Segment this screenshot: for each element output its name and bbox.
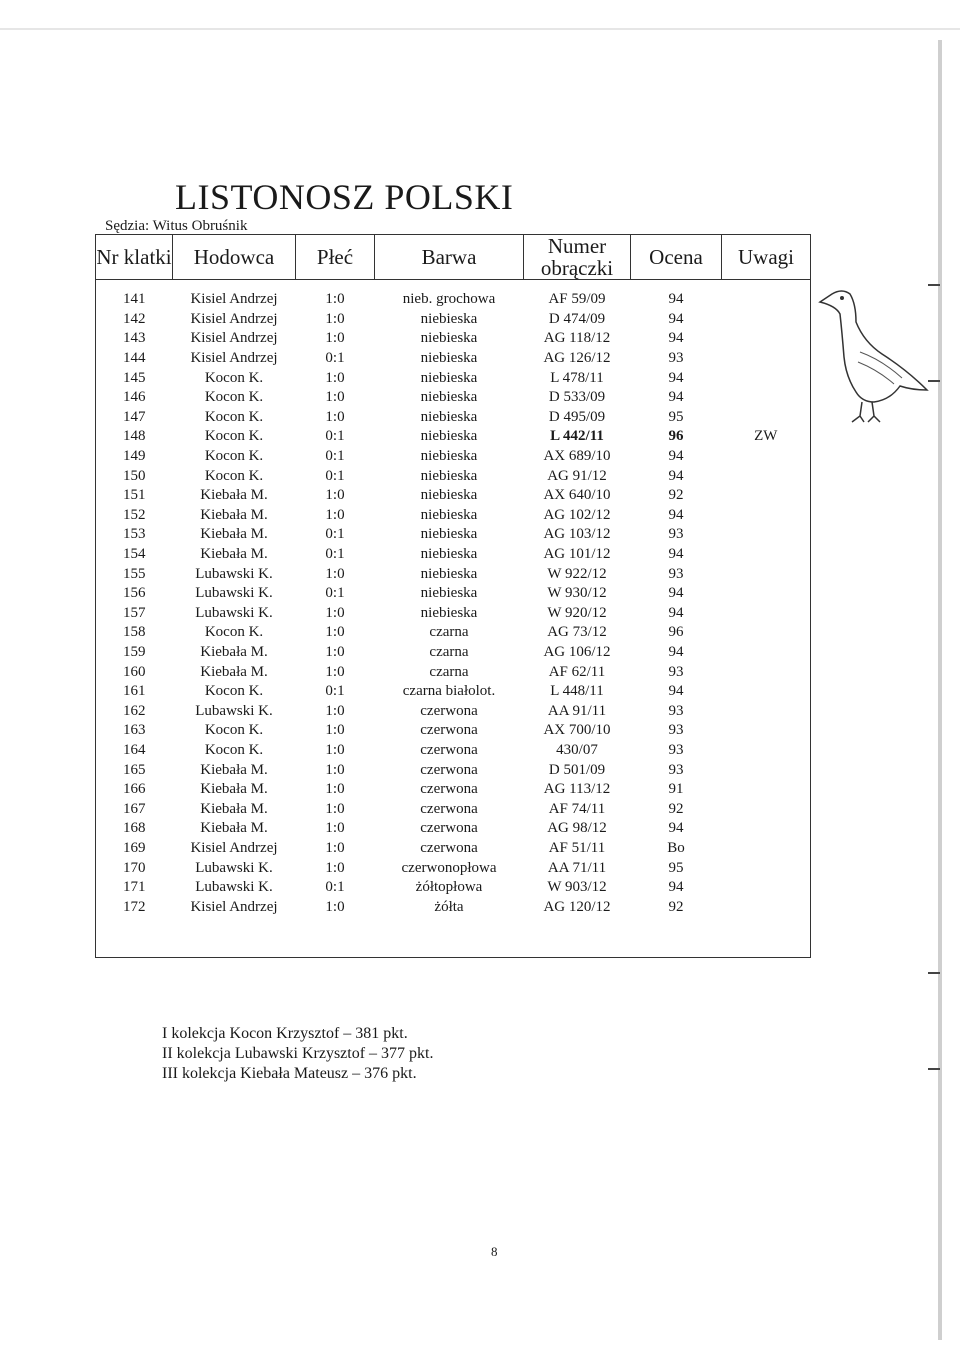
cell-ocena: 93 xyxy=(668,350,684,367)
cell-numer: D 495/09 xyxy=(548,408,606,425)
cell-uwagi xyxy=(722,486,811,506)
cell-hodowca: Kisiel Andrzej xyxy=(190,898,278,915)
cell-ocena: 94 xyxy=(668,546,684,563)
cell-ocena: 93 xyxy=(668,565,684,582)
cell-numer: AG 91/12 xyxy=(547,467,607,484)
cell-barwa: niebieska xyxy=(420,310,478,327)
cell-numer: D 474/09 xyxy=(548,310,606,327)
cell-ocena: 95 xyxy=(668,859,684,876)
collection-item: III kolekcja Kiebała Mateusz – 376 pkt. xyxy=(162,1065,417,1082)
cell-ocena: 93 xyxy=(668,702,684,719)
cell-uwagi xyxy=(722,408,811,428)
cell-plec: 1:0 xyxy=(325,722,345,739)
cell-barwa: czerwona xyxy=(420,761,478,778)
cell-plec: 1:0 xyxy=(325,408,345,425)
cell-plec: 1:0 xyxy=(325,800,345,817)
cell-hodowca: Kisiel Andrzej xyxy=(190,291,278,308)
cell-uwagi xyxy=(722,466,811,486)
table-row xyxy=(96,760,811,780)
table-header-row xyxy=(96,235,811,280)
cell-hodowca: Kocon K. xyxy=(204,467,264,484)
cell-nr: 158 xyxy=(123,624,146,641)
cell-nr: 155 xyxy=(123,565,146,582)
cell-numer: AX 689/10 xyxy=(543,448,611,465)
cell-barwa: niebieska xyxy=(420,506,478,523)
cell-uwagi xyxy=(722,839,811,859)
cell-numer: L 448/11 xyxy=(550,683,604,700)
table-row xyxy=(96,349,811,369)
cell-plec: 0:1 xyxy=(325,448,345,465)
cell-uwagi xyxy=(722,643,811,663)
cell-ocena: 93 xyxy=(668,722,684,739)
cell-nr: 153 xyxy=(123,526,146,543)
header-uwagi: Uwagi xyxy=(722,235,811,280)
cell-barwa: czarna xyxy=(429,624,469,641)
table-row xyxy=(96,623,811,643)
cell-ocena: 94 xyxy=(668,585,684,602)
cell-nr: 150 xyxy=(123,467,146,484)
page-title: LISTONOSZ POLSKI xyxy=(175,177,514,217)
cell-hodowca: Lubawski K. xyxy=(195,604,273,621)
cell-barwa: czerwona xyxy=(420,839,478,856)
cell-plec: 1:0 xyxy=(325,487,345,504)
cell-ocena: 94 xyxy=(668,330,684,347)
cell-numer: AG 101/12 xyxy=(543,546,611,563)
cell-numer: AX 640/10 xyxy=(543,487,611,504)
page-border-top xyxy=(0,28,960,30)
cell-hodowca: Kiebała M. xyxy=(200,820,268,837)
cell-uwagi xyxy=(722,368,811,388)
table-row xyxy=(96,329,811,349)
cell-nr: 166 xyxy=(123,781,146,798)
cell-plec: 1:0 xyxy=(325,291,345,308)
cell-plec: 1:0 xyxy=(325,330,345,347)
cell-numer: W 922/12 xyxy=(547,565,607,582)
cell-plec: 1:0 xyxy=(325,604,345,621)
cell-hodowca: Kiebała M. xyxy=(200,643,268,660)
edge-mark xyxy=(928,972,940,974)
cell-hodowca: Kiebała M. xyxy=(200,800,268,817)
table-row xyxy=(96,447,811,467)
cell-uwagi: ZW xyxy=(754,428,778,445)
cell-barwa: czerwona xyxy=(420,722,478,739)
cell-plec: 0:1 xyxy=(325,879,345,896)
cell-barwa: czarna xyxy=(429,643,469,660)
cell-uwagi xyxy=(722,780,811,800)
table-row xyxy=(96,721,811,741)
cell-hodowca: Kocon K. xyxy=(204,741,264,758)
cell-hodowca: Kiebała M. xyxy=(200,546,268,563)
cell-numer: D 501/09 xyxy=(548,761,606,778)
cell-hodowca: Kocon K. xyxy=(204,389,264,406)
cell-plec: 1:0 xyxy=(325,369,345,386)
cell-barwa: niebieska xyxy=(420,487,478,504)
cell-nr: 160 xyxy=(123,663,146,680)
cell-hodowca: Lubawski K. xyxy=(195,702,273,719)
table-row xyxy=(96,604,811,624)
cell-hodowca: Lubawski K. xyxy=(195,565,273,582)
cell-numer: AG 98/12 xyxy=(547,820,607,837)
cell-numer: W 903/12 xyxy=(547,879,607,896)
collection-item: I kolekcja Kocon Krzysztof – 381 pkt. xyxy=(162,1025,408,1042)
cell-nr: 156 xyxy=(123,585,146,602)
cell-barwa: czerwona xyxy=(420,781,478,798)
cell-numer: AF 62/11 xyxy=(548,663,606,680)
cell-barwa: niebieska xyxy=(420,604,478,621)
cell-uwagi xyxy=(722,662,811,682)
cell-nr: 146 xyxy=(123,389,146,406)
cell-hodowca: Kiebała M. xyxy=(200,663,268,680)
spacer-row xyxy=(96,280,811,291)
cell-barwa: niebieska xyxy=(420,467,478,484)
cell-numer: AG 120/12 xyxy=(543,898,611,915)
cell-barwa: żółtopłowa xyxy=(415,879,483,896)
cell-barwa: czerwona xyxy=(420,820,478,837)
cell-nr: 151 xyxy=(123,487,146,504)
cell-uwagi xyxy=(722,878,811,898)
cell-ocena: 95 xyxy=(668,408,684,425)
cell-hodowca: Kiebała M. xyxy=(200,506,268,523)
header-numer: Numer obrączki xyxy=(524,235,631,280)
cell-uwagi xyxy=(722,584,811,604)
cell-nr: 171 xyxy=(123,879,146,896)
cell-ocena: 94 xyxy=(668,389,684,406)
cell-ocena: 94 xyxy=(668,369,684,386)
collections-list xyxy=(162,1024,433,1084)
cell-ocena: 94 xyxy=(668,604,684,621)
cell-ocena: 94 xyxy=(668,291,684,308)
cell-barwa: niebieska xyxy=(420,585,478,602)
cell-uwagi xyxy=(722,819,811,839)
cell-barwa: nieb. grochowa xyxy=(402,291,496,308)
cell-nr: 145 xyxy=(123,369,146,386)
table-row xyxy=(96,780,811,800)
cell-nr: 149 xyxy=(123,448,146,465)
table-row xyxy=(96,486,811,506)
cell-numer: AA 71/11 xyxy=(547,859,607,876)
cell-plec: 0:1 xyxy=(325,467,345,484)
table-row xyxy=(96,839,811,859)
table-row xyxy=(96,368,811,388)
cell-ocena: 94 xyxy=(668,448,684,465)
cell-uwagi xyxy=(722,799,811,819)
edge-mark xyxy=(928,1068,940,1070)
cell-numer: AG 73/12 xyxy=(547,624,607,641)
cell-barwa: czerwona xyxy=(420,741,478,758)
cell-numer: AA 91/11 xyxy=(547,702,607,719)
cell-nr: 148 xyxy=(123,428,146,445)
table-row xyxy=(96,858,811,878)
cell-plec: 1:0 xyxy=(325,741,345,758)
cell-uwagi xyxy=(722,858,811,878)
cell-nr: 161 xyxy=(123,683,146,700)
table-row xyxy=(96,682,811,702)
cell-ocena: 92 xyxy=(668,898,684,915)
cell-nr: 164 xyxy=(123,741,146,758)
cell-ocena: 96 xyxy=(668,428,684,445)
cell-barwa: niebieska xyxy=(420,565,478,582)
cell-hodowca: Kocon K. xyxy=(204,428,264,445)
cell-hodowca: Lubawski K. xyxy=(195,879,273,896)
cell-numer: AG 103/12 xyxy=(543,526,611,543)
cell-nr: 167 xyxy=(123,800,146,817)
cell-barwa: niebieska xyxy=(420,546,478,563)
cell-uwagi xyxy=(722,545,811,565)
cell-plec: 1:0 xyxy=(325,663,345,680)
cell-nr: 144 xyxy=(123,350,146,367)
cell-hodowca: Kisiel Andrzej xyxy=(190,330,278,347)
table-row xyxy=(96,427,811,447)
cell-numer: W 920/12 xyxy=(547,604,607,621)
cell-ocena: 93 xyxy=(668,663,684,680)
cell-uwagi xyxy=(722,447,811,467)
table-row xyxy=(96,388,811,408)
cell-numer: L 478/11 xyxy=(550,369,604,386)
cell-numer: AF 74/11 xyxy=(548,800,606,817)
cell-ocena: 94 xyxy=(668,310,684,327)
cell-ocena: 94 xyxy=(668,879,684,896)
cell-hodowca: Kocon K. xyxy=(204,624,264,641)
cell-barwa: czerwona xyxy=(420,800,478,817)
cell-hodowca: Kocon K. xyxy=(204,369,264,386)
cell-plec: 0:1 xyxy=(325,546,345,563)
cell-nr: 163 xyxy=(123,722,146,739)
cell-ocena: 93 xyxy=(668,526,684,543)
table-row xyxy=(96,662,811,682)
cell-hodowca: Lubawski K. xyxy=(195,859,273,876)
cell-hodowca: Kisiel Andrzej xyxy=(190,310,278,327)
table-row xyxy=(96,310,811,330)
cell-ocena: Bo xyxy=(667,839,685,856)
cell-hodowca: Kocon K. xyxy=(204,408,264,425)
cell-ocena: 94 xyxy=(668,506,684,523)
cell-plec: 0:1 xyxy=(325,350,345,367)
cell-plec: 1:0 xyxy=(325,643,345,660)
cell-hodowca: Lubawski K. xyxy=(195,585,273,602)
cell-nr: 152 xyxy=(123,506,146,523)
cell-plec: 1:0 xyxy=(325,859,345,876)
table-row xyxy=(96,741,811,761)
cell-plec: 0:1 xyxy=(325,683,345,700)
cell-numer: AG 126/12 xyxy=(543,350,611,367)
cell-uwagi xyxy=(722,290,811,310)
cell-uwagi xyxy=(722,760,811,780)
cell-nr: 165 xyxy=(123,761,146,778)
table-row xyxy=(96,564,811,584)
cell-uwagi xyxy=(722,525,811,545)
cell-uwagi xyxy=(722,310,811,330)
cell-barwa: czarna xyxy=(429,663,469,680)
table-row xyxy=(96,506,811,526)
cell-nr: 162 xyxy=(123,702,146,719)
cell-plec: 1:0 xyxy=(325,389,345,406)
cell-plec: 0:1 xyxy=(325,585,345,602)
cell-plec: 1:0 xyxy=(325,781,345,798)
cell-uwagi xyxy=(722,741,811,761)
cell-hodowca: Kocon K. xyxy=(204,722,264,739)
cell-uwagi xyxy=(722,682,811,702)
cell-barwa: czarna białolot. xyxy=(402,683,496,700)
cell-numer: AX 700/10 xyxy=(543,722,611,739)
cell-hodowca: Kocon K. xyxy=(204,448,264,465)
header-nr: Nr klatki xyxy=(96,235,173,280)
cell-plec: 1:0 xyxy=(325,565,345,582)
results-table xyxy=(95,234,811,958)
table-row xyxy=(96,701,811,721)
header-ocena: Ocena xyxy=(631,235,722,280)
cell-numer: AG 106/12 xyxy=(543,643,611,660)
cell-uwagi xyxy=(722,349,811,369)
cell-plec: 1:0 xyxy=(325,310,345,327)
cell-hodowca: Kiebała M. xyxy=(200,487,268,504)
cell-ocena: 93 xyxy=(668,741,684,758)
header-barwa: Barwa xyxy=(375,235,524,280)
cell-plec: 1:0 xyxy=(325,839,345,856)
cell-numer: AG 118/12 xyxy=(543,330,611,347)
cell-barwa: niebieska xyxy=(420,330,478,347)
cell-nr: 169 xyxy=(123,839,146,856)
cell-hodowca: Kisiel Andrzej xyxy=(190,350,278,367)
cell-ocena: 92 xyxy=(668,487,684,504)
cell-barwa: czerwona xyxy=(420,702,478,719)
cell-nr: 168 xyxy=(123,820,146,837)
cell-ocena: 91 xyxy=(668,781,684,798)
cell-plec: 1:0 xyxy=(325,702,345,719)
cell-ocena: 94 xyxy=(668,643,684,660)
cell-uwagi xyxy=(722,329,811,349)
cell-numer: W 930/12 xyxy=(547,585,607,602)
cell-hodowca: Kiebała M. xyxy=(200,781,268,798)
cell-hodowca: Kiebała M. xyxy=(200,526,268,543)
table-row xyxy=(96,878,811,898)
table-row xyxy=(96,584,811,604)
cell-numer: AF 59/09 xyxy=(548,291,606,308)
table-row xyxy=(96,466,811,486)
cell-numer: 430/07 xyxy=(556,741,598,758)
cell-plec: 1:0 xyxy=(325,820,345,837)
cell-uwagi xyxy=(722,388,811,408)
cell-nr: 172 xyxy=(123,898,146,915)
collection-item: II kolekcja Lubawski Krzysztof – 377 pkt. xyxy=(162,1045,434,1062)
cell-nr: 147 xyxy=(123,408,146,425)
cell-plec: 0:1 xyxy=(325,428,345,445)
cell-plec: 1:0 xyxy=(325,506,345,523)
table-row xyxy=(96,408,811,428)
table-row xyxy=(96,545,811,565)
cell-uwagi xyxy=(722,897,811,917)
cell-nr: 141 xyxy=(123,291,146,308)
pigeon-icon xyxy=(812,282,932,432)
cell-uwagi xyxy=(722,623,811,643)
header-plec: Płeć xyxy=(296,235,375,280)
cell-plec: 1:0 xyxy=(325,761,345,778)
cell-uwagi xyxy=(722,564,811,584)
cell-barwa: niebieska xyxy=(420,369,478,386)
cell-barwa: niebieska xyxy=(420,350,478,367)
cell-plec: 1:0 xyxy=(325,624,345,641)
judge-line: Sędzia: Witus Obruśnik xyxy=(105,218,248,234)
cell-numer: AG 102/12 xyxy=(543,506,611,523)
cell-barwa: niebieska xyxy=(420,428,478,445)
cell-nr: 159 xyxy=(123,643,146,660)
cell-numer: D 533/09 xyxy=(548,389,606,406)
cell-ocena: 94 xyxy=(668,820,684,837)
cell-barwa: niebieska xyxy=(420,408,478,425)
cell-nr: 170 xyxy=(123,859,146,876)
table-filler-row xyxy=(96,917,811,958)
table-row xyxy=(96,643,811,663)
table-row xyxy=(96,525,811,545)
header-hodowca: Hodowca xyxy=(173,235,296,280)
cell-hodowca: Kisiel Andrzej xyxy=(190,839,278,856)
cell-nr: 142 xyxy=(123,310,146,327)
cell-numer: AF 51/11 xyxy=(548,839,606,856)
cell-nr: 157 xyxy=(123,604,146,621)
page-number: 8 xyxy=(491,1244,498,1259)
table-row xyxy=(96,290,811,310)
cell-nr: 143 xyxy=(123,330,146,347)
cell-nr: 154 xyxy=(123,546,146,563)
cell-plec: 0:1 xyxy=(325,526,345,543)
cell-uwagi xyxy=(722,604,811,624)
cell-barwa: żółta xyxy=(434,898,464,915)
cell-ocena: 92 xyxy=(668,800,684,817)
cell-uwagi xyxy=(722,506,811,526)
table-row xyxy=(96,897,811,917)
cell-hodowca: Kocon K. xyxy=(204,683,264,700)
cell-ocena: 93 xyxy=(668,761,684,778)
cell-hodowca: Kiebała M. xyxy=(200,761,268,778)
cell-barwa: niebieska xyxy=(420,526,478,543)
table-row xyxy=(96,819,811,839)
cell-ocena: 96 xyxy=(668,624,684,641)
cell-ocena: 94 xyxy=(668,467,684,484)
cell-numer: L 442/11 xyxy=(550,428,604,445)
cell-plec: 1:0 xyxy=(325,898,345,915)
cell-barwa: niebieska xyxy=(420,389,478,406)
page-border-right xyxy=(938,40,942,1340)
cell-barwa: niebieska xyxy=(420,448,478,465)
cell-ocena: 94 xyxy=(668,683,684,700)
table-row xyxy=(96,799,811,819)
cell-uwagi xyxy=(722,701,811,721)
cell-numer: AG 113/12 xyxy=(543,781,611,798)
cell-uwagi xyxy=(722,721,811,741)
cell-barwa: czerwonopłowa xyxy=(401,859,497,876)
